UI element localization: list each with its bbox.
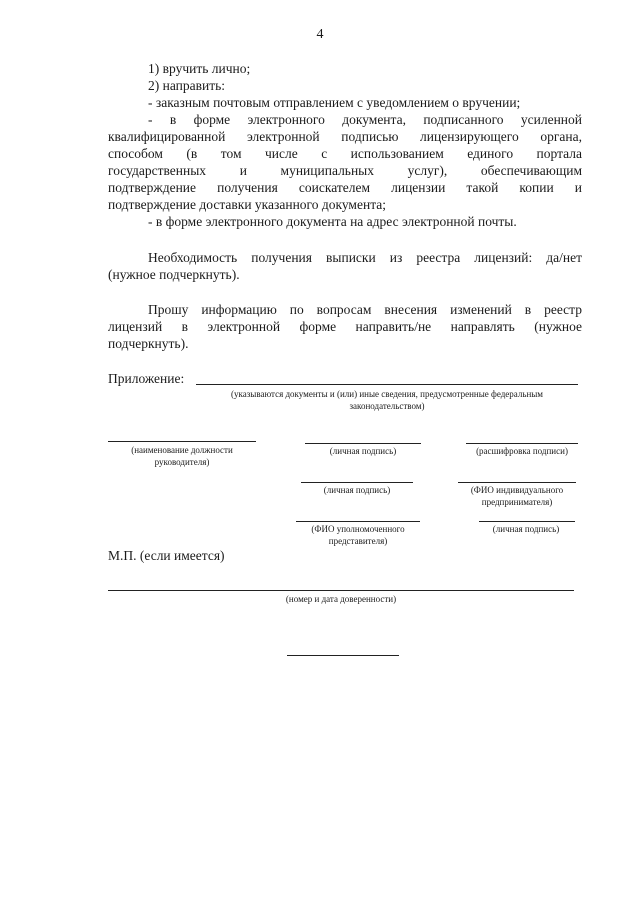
attachment-hint: законодательством) bbox=[349, 401, 425, 411]
rep-name-caption: (ФИО уполномоченного bbox=[311, 524, 405, 534]
delivery-option-edoc-line: - в форме электронного документа, подписанного усиленной bbox=[148, 112, 582, 127]
extract-need-line: Необходимость получения выписки из реестра лицензий: да/нет bbox=[148, 250, 582, 265]
info-request-line: подчеркнуть). bbox=[108, 336, 189, 351]
delivery-option-edoc-line: подтверждение доставки указанного документа; bbox=[108, 197, 387, 212]
delivery-option-email: - в форме электронного документа на адрес электронной почты. bbox=[148, 214, 517, 229]
page-number: 4 bbox=[316, 27, 324, 42]
head-position-caption: (наименование должности bbox=[131, 445, 233, 455]
ip-signature-line bbox=[301, 482, 413, 483]
delivery-option-registered-mail: - заказным почтовым отправлением с уведомлением о вручении; bbox=[148, 95, 521, 110]
info-request-line: Прошу информацию по вопросам внесения изменений в реестр bbox=[148, 302, 582, 317]
attachment-hint: (указываются документы и (или) иные сведения, предусмотренные федеральным bbox=[230, 389, 544, 399]
ip-name-caption: (ФИО индивидуального bbox=[470, 485, 564, 495]
ip-signature-caption: (личная подпись) bbox=[323, 485, 391, 495]
delivery-option-in-person: 1) вручить лично; bbox=[148, 61, 251, 76]
rep-name-line bbox=[296, 521, 420, 522]
head-position-line bbox=[108, 441, 256, 442]
delivery-option-edoc-line: государственных и муниципальных услуг), обеспечивающим bbox=[108, 163, 582, 178]
delivery-option-edoc-line: способом (в том числе с использованием единого портала bbox=[108, 146, 582, 161]
head-decoding-line bbox=[466, 443, 578, 444]
head-signature-line bbox=[305, 443, 421, 444]
delivery-option-edoc-line: квалифицированной электронной подписью лицензирующего органа, bbox=[108, 129, 582, 144]
closing-separator bbox=[287, 655, 399, 656]
head-signature-caption: (личная подпись) bbox=[329, 446, 397, 456]
head-decoding-caption: (расшифровка подписи) bbox=[476, 446, 568, 456]
extract-need-note: (нужное подчеркнуть). bbox=[108, 267, 240, 282]
ip-name-line bbox=[458, 482, 576, 483]
info-request-line: лицензий в электронной форме направить/не направлять (нужное bbox=[108, 319, 582, 334]
delivery-option-send: 2) направить: bbox=[148, 78, 226, 93]
rep-name-caption: представителя) bbox=[328, 536, 388, 546]
stamp-label: М.П. (если имеется) bbox=[108, 548, 225, 563]
head-position-caption: руководителя) bbox=[154, 457, 210, 467]
attachment-label: Приложение: bbox=[108, 371, 185, 386]
rep-signature-caption: (личная подпись) bbox=[492, 524, 560, 534]
ip-name-caption: предпринимателя) bbox=[481, 497, 553, 507]
power-of-attorney-caption: (номер и дата доверенности) bbox=[285, 594, 397, 604]
attachment-field-line bbox=[196, 384, 578, 385]
rep-signature-line bbox=[479, 521, 575, 522]
power-of-attorney-line bbox=[108, 590, 574, 591]
delivery-option-edoc-line: подтверждение получения соискателем лицензии такой копии и bbox=[108, 180, 582, 195]
